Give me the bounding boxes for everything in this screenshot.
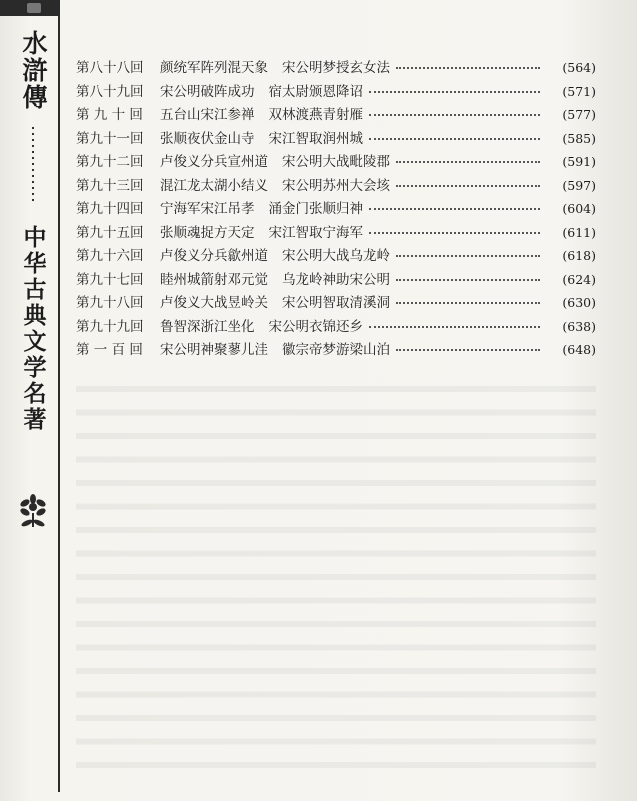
chapter-title-second: 宋江智取宁海军 xyxy=(268,224,363,241)
chapter-number: 第九十一回 xyxy=(76,130,144,147)
dot-leader xyxy=(369,137,540,140)
chapter-title-second: 宋公明大战毗陵郡 xyxy=(282,154,390,170)
chapter-title-second: 宋公明衣锦还乡 xyxy=(268,318,363,335)
page-number: (648) xyxy=(562,342,596,357)
toc-entry xyxy=(76,221,596,245)
toc-entry xyxy=(76,80,596,104)
page-top-binding xyxy=(0,0,60,16)
chapter-title-second: 双林渡燕青射雁 xyxy=(268,107,363,123)
chapter-number: 第九十九回 xyxy=(76,318,144,335)
chapter-title-second: 徽宗帝梦游梁山泊 xyxy=(282,342,390,358)
chapter-title-first: 宋公明破阵成功 xyxy=(160,83,255,100)
toc-entry xyxy=(76,174,596,198)
toc-entry xyxy=(76,291,596,315)
dot-leader xyxy=(369,325,540,328)
chapter-title-second: 宋公明大战乌龙岭 xyxy=(282,248,390,264)
dot-leader xyxy=(396,348,540,351)
chapter-title-first: 颜统军阵列混天象 xyxy=(160,60,268,76)
chapter-title-first: 鲁智深浙江坐化 xyxy=(160,318,255,335)
chapter-title-first: 卢俊义分兵歙州道 xyxy=(160,248,268,264)
toc-entry xyxy=(76,103,596,127)
chapter-number: 第九十二回 xyxy=(76,154,144,170)
page-number: (585) xyxy=(562,130,596,146)
page-number: (564) xyxy=(562,60,596,75)
chapter-title-first: 卢俊义大战昱岭关 xyxy=(160,295,268,311)
chapter-title-second: 乌龙岭神助宋公明 xyxy=(282,271,390,288)
page-number: (618) xyxy=(562,248,596,263)
page-number: (571) xyxy=(562,83,596,99)
chapter-number: 第八十八回 xyxy=(76,60,144,76)
chapter-number: 第九十五回 xyxy=(76,224,144,241)
sidebar-rule xyxy=(58,16,60,792)
dot-leader xyxy=(369,231,540,234)
page-number: (630) xyxy=(562,295,596,310)
dot-leader xyxy=(369,207,540,210)
page-number: (591) xyxy=(562,154,596,169)
chapter-title-first: 五台山宋江参禅 xyxy=(160,107,255,123)
series-title: 中华古典文学名著 xyxy=(19,225,47,433)
page-number: (597) xyxy=(562,177,596,193)
chapter-title-first: 宋公明神聚蓼儿洼 xyxy=(160,342,268,358)
chapter-number: 第九十三回 xyxy=(76,177,144,194)
page-number: (604) xyxy=(562,201,596,216)
chapter-number: 第八十九回 xyxy=(76,83,144,100)
chapter-number: 第九十六回 xyxy=(76,248,144,264)
chapter-number: 第九十八回 xyxy=(76,295,144,311)
dot-leader xyxy=(396,278,540,281)
chapter-number: 第九十四回 xyxy=(76,201,144,217)
chapter-title-first: 张顺夜伏金山寺 xyxy=(160,130,255,147)
chapter-title-first: 宁海军宋江吊孝 xyxy=(160,201,255,217)
toc-entry xyxy=(76,244,596,268)
toc-entry xyxy=(76,338,596,362)
chapter-number: 第 九 十 回 xyxy=(76,107,143,123)
page-number: (638) xyxy=(562,318,596,334)
toc-entry xyxy=(76,315,596,339)
page-number: (577) xyxy=(562,107,596,122)
sidebar xyxy=(10,30,56,533)
bleed-through-text xyxy=(76,372,596,782)
chapter-title-first: 张顺魂捉方天定 xyxy=(160,224,255,241)
toc-entry xyxy=(76,268,596,292)
dot-leader xyxy=(396,301,540,304)
page-number: (624) xyxy=(562,271,596,287)
dot-leader xyxy=(369,113,540,116)
toc-entry xyxy=(76,197,596,221)
chapter-title-first: 睦州城箭射邓元觉 xyxy=(160,271,268,288)
chapter-title-second: 涌金门张顺归神 xyxy=(268,201,363,217)
chapter-title-second: 宋公明智取清溪洞 xyxy=(282,295,390,311)
dot-leader xyxy=(396,184,540,187)
chapter-title-second: 宿太尉颁恩降诏 xyxy=(268,83,363,100)
flower-ornament-icon xyxy=(15,493,51,533)
dot-leader xyxy=(369,90,540,93)
chapter-title-second: 宋公明梦授玄女法 xyxy=(282,60,390,76)
binding-clip xyxy=(27,3,41,13)
toc-entry xyxy=(76,56,596,80)
dot-leader xyxy=(396,66,540,69)
chapter-title-second: 宋江智取润州城 xyxy=(268,130,363,147)
toc-entry xyxy=(76,150,596,174)
chapter-number: 第 一 百 回 xyxy=(76,342,143,358)
chapter-title-first: 混江龙太湖小结义 xyxy=(160,177,268,194)
toc-entry xyxy=(76,127,596,151)
book-title: 水滸傳 xyxy=(19,30,48,111)
chapter-title-first: 卢俊义分兵宣州道 xyxy=(160,154,268,170)
dotted-divider xyxy=(32,125,34,203)
page-number: (611) xyxy=(562,224,596,240)
chapter-title-second: 宋公明苏州大会垓 xyxy=(282,177,390,194)
table-of-contents xyxy=(76,56,596,362)
dot-leader xyxy=(396,160,540,163)
dot-leader xyxy=(396,254,540,257)
chapter-number: 第九十七回 xyxy=(76,271,144,288)
